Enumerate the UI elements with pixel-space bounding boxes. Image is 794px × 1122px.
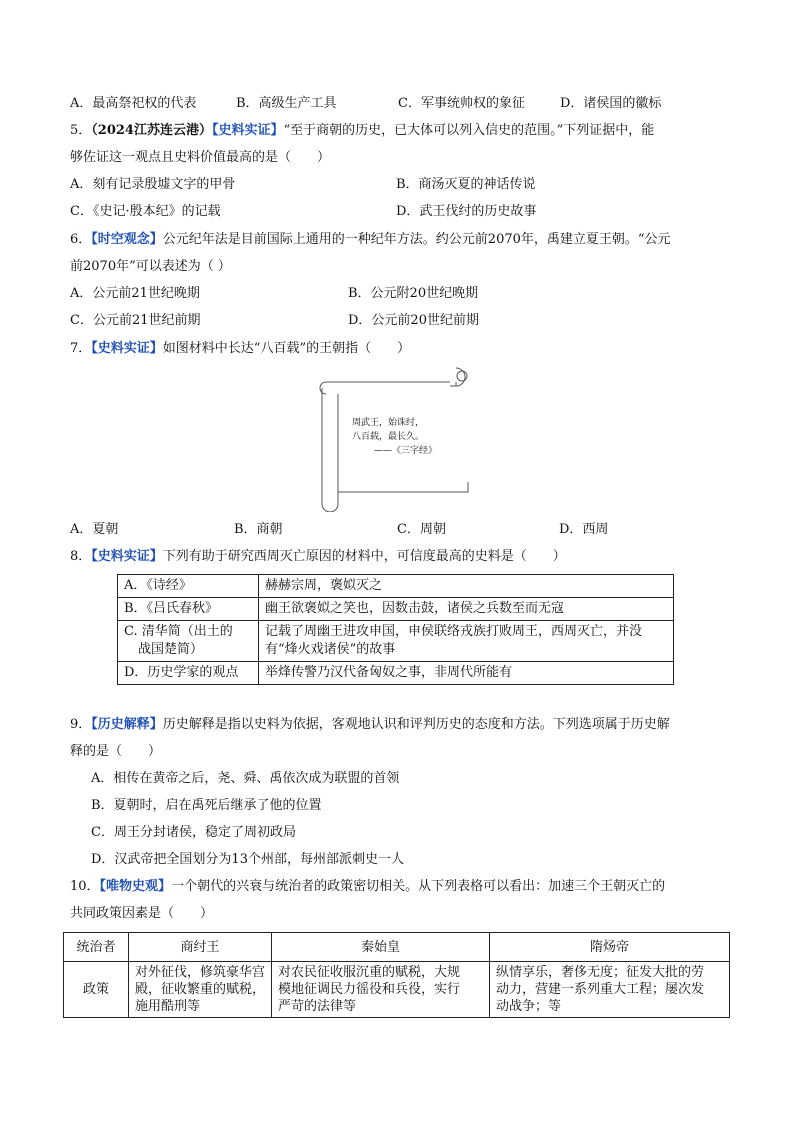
q7-option-c: C．周朝 <box>397 522 446 537</box>
table-cell <box>259 621 674 662</box>
table-row <box>118 598 674 621</box>
q6-number: 6． <box>70 232 92 247</box>
q5-tag: 【史料实证】 <box>211 123 284 138</box>
cell-line: 动战争；等 <box>496 999 562 1014</box>
q6-option-a: A．公元前21世纪晚期 <box>70 286 200 301</box>
q10-stem-text: 一个朝代的兴衰与统治者的政策密切相关。从下列表格可以看出：加速三个王朝灭亡的 <box>171 879 666 894</box>
q4-option-a: A．最高祭祀权的代表 <box>70 96 197 111</box>
q4-option-d: D．诸侯国的徽标 <box>560 96 662 111</box>
table-cell: 举烽传警乃汉代备匈奴之事，非周代所能有 <box>259 662 674 685</box>
q4-option-b: B．高级生产工具 <box>236 96 337 111</box>
q9-stem-text: 历史解释是指以史料为依据，客观地认识和评判历史的态度和方法。下列选项属于历史解 <box>162 717 670 732</box>
q7-option-a: A．夏朝 <box>70 522 119 537</box>
cell-line: 模地征调民力徭役和兵役，实行 <box>278 982 461 997</box>
cell-line: 严苛的法律等 <box>278 999 357 1014</box>
table-row <box>64 962 730 1018</box>
q10-table <box>63 932 730 1018</box>
q7-option-b: B．商朝 <box>234 522 283 537</box>
q7-number: 7． <box>70 341 92 356</box>
cell-line: 对外征伐，修筑豪华宫 <box>135 965 266 980</box>
q5-option-a: A．刻有记录殷墟文字的甲骨 <box>70 177 236 192</box>
q10-tag: 【唯物史观】 <box>99 879 172 894</box>
q9-tag: 【历史解释】 <box>91 717 163 732</box>
q9-stem-line2: 释的是（ ） <box>70 744 162 759</box>
q6-stem-text: 公元纪年法是目前国际上通用的一种纪年方法。约公元前2070年，禹建立夏王朝。“公元 <box>162 232 671 247</box>
header-cell: 商纣王 <box>129 933 272 962</box>
q9-option-d: D．汉武帝把全国划分为13个州部，每州部派刺史一人 <box>91 852 404 867</box>
q5-number: 5． <box>70 123 92 138</box>
cell-line: 施用酷刑等 <box>135 999 201 1014</box>
q6-option-d: D．公元前20世纪前期 <box>348 313 479 328</box>
q5-stem-text: “至于商朝的历史，已大体可以列入信史的范围。”下列证据中，能 <box>283 123 655 138</box>
q10-number: 10． <box>70 879 100 894</box>
table-cell: 赫赫宗周，褒姒灭之 <box>259 575 674 598</box>
q7-option-d: D．西周 <box>559 522 609 537</box>
header-cell: 秦始皇 <box>272 933 490 962</box>
q8-stem-text: 下列有助于研究西周灭亡原因的材料中，可信度最高的史料是（ ） <box>162 549 566 564</box>
cell-line: C. 清华简（出土的 <box>124 624 233 639</box>
q8-number: 8． <box>70 549 92 564</box>
cell-line: 记载了周幽王进攻申国，申侯联络戎族打败周王，西周灭亡，并没 <box>265 624 643 639</box>
q5-option-d: D．武王伐纣的历史故事 <box>396 204 537 219</box>
scroll-text-line3: ——《三字经》 <box>374 446 438 456</box>
q9-option-a: A．相传在黄帝之后，尧、舜、禹依次成为联盟的首领 <box>91 771 400 786</box>
table-cell: 幽王欲褒姒之笑也，因数击鼓，诸侯之兵数至而无寇 <box>259 598 674 621</box>
q10-stem-line2: 共同政策因素是（ ） <box>70 906 214 921</box>
q6-stem-line1 <box>70 231 671 249</box>
q6-stem-line2: 前2070年”可以表述为（ ） <box>70 259 231 274</box>
scroll-text-line2: 八百载，最长久。 <box>352 432 425 442</box>
q6-option-b: B．公元附20世纪晚期 <box>348 286 479 301</box>
q5-stem-line2: 够佐证这一观点且史料价值最高的是（ ） <box>70 150 331 165</box>
q6-tag: 【时空观念】 <box>91 232 163 247</box>
cell-line: 纵情享乐，奢侈无度；征发大批的劳 <box>496 965 705 980</box>
header-cell: 统治者 <box>64 933 129 962</box>
q7-tag: 【史料实证】 <box>91 341 163 356</box>
q9-option-c: C．周王分封诸侯，稳定了周初政局 <box>91 825 296 840</box>
scroll-text-line1: 周武王，始诛纣， <box>352 418 425 428</box>
q7-stem-text: 如图材料中长达“八百载”的王朝指（ ） <box>162 341 411 356</box>
table-cell <box>118 621 259 662</box>
cell-line: 战国楚简） <box>138 642 204 657</box>
q10-stem-line1 <box>70 878 665 896</box>
cell-line: 对农民征收服沉重的赋税，大规 <box>278 965 461 980</box>
cell-line: 殿，征收繁重的赋税， <box>135 982 266 997</box>
q8-stem-line <box>70 548 566 566</box>
table-header-row <box>64 933 730 962</box>
q5-option-c: C．《史记·殷本纪》的记载 <box>70 204 221 219</box>
q8-tag: 【史料实证】 <box>91 549 163 564</box>
q5-stem-line1 <box>70 122 654 140</box>
scroll-image <box>318 364 474 512</box>
q6-option-c: C．公元前21世纪前期 <box>70 313 201 328</box>
q9-number: 9． <box>70 717 92 732</box>
table-row <box>118 662 674 685</box>
table-cell: B．《吕氏春秋》 <box>118 598 259 621</box>
q8-table <box>117 574 674 685</box>
q9-option-b: B．夏朝时，启在禹死后继承了他的位置 <box>91 798 322 813</box>
q9-stem-line1 <box>70 716 670 734</box>
header-cell: 隋炀帝 <box>490 933 730 962</box>
table-cell: A．《诗经》 <box>118 575 259 598</box>
q7-stem-line <box>70 340 410 358</box>
table-cell: D．历史学家的观点 <box>118 662 259 685</box>
q5-source: （2024江苏连云港） <box>91 123 212 138</box>
cell-line: 有“烽火戏诸侯”的故事 <box>265 642 396 657</box>
table-row <box>118 621 674 662</box>
q5-option-b: B．商汤灭夏的神话传说 <box>396 177 536 192</box>
table-cell <box>129 962 272 1018</box>
table-cell <box>490 962 730 1018</box>
row-label-cell: 政策 <box>64 962 129 1018</box>
table-row <box>118 575 674 598</box>
cell-line: 动力，营建一系列重大工程；屡次发 <box>496 982 705 997</box>
q4-option-c: C．军事统帅权的象征 <box>398 96 525 111</box>
table-cell <box>272 962 490 1018</box>
